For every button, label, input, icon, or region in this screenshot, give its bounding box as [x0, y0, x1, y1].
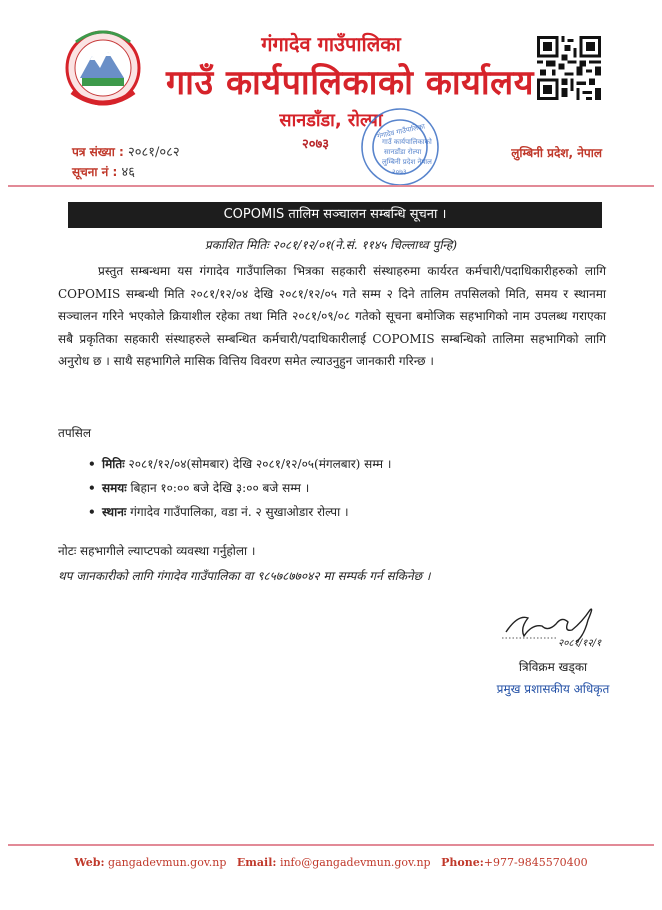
details-heading: तपसिल [58, 426, 92, 440]
stamp-line-2: गाउँ कार्यपालिकाको [382, 138, 432, 146]
published-date: प्रकाशित मितिः २०८१/१२/०१(ने.सं. ११४५ चिल्लाध्व पुन्हि) [204, 238, 458, 252]
office-location: सानडाँडा, रोल्पा [279, 110, 383, 131]
established-year: २०७३ [302, 137, 330, 152]
list-item: • मितिः २०८१/१२/०४(सोमबार) देखि २०८१/१२/०५(मंगलबार) सम्म । [88, 457, 392, 471]
laptop-note: नोटः सहभागीले ल्याप्टपको व्यवस्था गर्नुहोला । [58, 544, 256, 558]
stamp-line-3: सानडाँडा रोल्पा [384, 148, 422, 156]
detail-value: २०८१/१२/०४(सोमबार) देखि २०८१/१२/०५(मंगलबार) सम्म । [128, 457, 392, 471]
list-item: • स्थानः गंगादेव गाउँपालिका, वडा नं. २ सुखाओडार रोल्पा । [88, 505, 349, 519]
office-stamp-icon [352, 104, 448, 190]
signatory-name: त्रिविक्रम खड्का [518, 660, 588, 674]
detail-value: गंगादेव गाउँपालिका, वडा नं. २ सुखाओडार रोल्पा । [130, 505, 349, 519]
patra-label: पत्र संख्या : [72, 145, 124, 159]
province-name: लुम्बिनी प्रदेश, नेपाल [511, 146, 602, 160]
stamp-line-1: गंगादेव गाउँपालिका [376, 122, 426, 141]
header-divider [8, 185, 654, 187]
detail-key: मितिः [102, 457, 125, 471]
qr-code-icon [537, 36, 601, 100]
suchana-number [72, 162, 135, 180]
details-list [88, 452, 391, 524]
suchana-label: सूचना नं : [72, 165, 118, 179]
municipality-name: गंगादेव गाउँपालिका [261, 32, 401, 56]
list-item: • समयः बिहान १०:०० बजे देखि ३:०० बजे सम्म । [88, 481, 310, 495]
suchana-value: ४६ [121, 165, 136, 180]
detail-value: बिहान १०:०० बजे देखि ३:०० बजे सम्म । [130, 481, 310, 495]
footer-divider [8, 844, 654, 846]
stamp-line-4: लुम्बिनी प्रदेश नेपाल [382, 158, 432, 166]
notice-body-text: प्रस्तुत सम्बन्धमा यस गंगादेव गाउँपालिका भित्रका सहकारी संस्थाहरुमा कार्यरत कर्मचारी/पदाधिकारीहरुको लागि COPOMIS सम्बन्धी मिति २०८१/१२/०४ देखि २०८१/१२/०५ गते सम्म २ दिने तालिम तपसिलको मिति, समय र स्थानमा सञ्चालन गरिने भएकोले क्रियाशील रहेका तथा मिति २०८१/०९/०८ गतेको सूचना बमोजिक सहभागिको नाम उपलब्ध गराएका सबै प्रकृतिका सहकारी संस्थाहरुले सम्बन्धित कर्मचारी/पदाधिकारीलाई COPOMIS सम्बन्धिको तालिमा सहभागिको लागि अनुरोध छ । साथै सहभागिले मासिक वित्तिय विवरण समेत ल्याउनुहुन जानकारी गरिन्छ । [58, 264, 606, 369]
signature-date: २०८१/१२/१ [558, 638, 602, 649]
web-link[interactable]: gangadevmun.gov.np [108, 856, 227, 869]
email-label: Email: [236, 856, 277, 869]
patra-value: २०८१/०८२ [127, 145, 180, 160]
email-link[interactable]: info@gangadevmun.gov.np [279, 856, 431, 869]
contact-note: थप जानकारीको लागि गंगादेव गाउँपालिका वा ९८५७८७७०४२ मा सम्पर्क गर्न सकिनेछ । [58, 569, 431, 583]
patra-sankhya [72, 142, 180, 160]
stamp-year: २०७३ [392, 168, 407, 176]
notice-body [58, 260, 606, 373]
signature-icon [498, 602, 608, 652]
signatory-post: प्रमुख प्रशासकीय अधिकृत [496, 682, 610, 696]
phone-number: +977-9845570400 [483, 856, 588, 869]
detail-key: स्थानः [102, 505, 127, 519]
footer [0, 856, 662, 869]
detail-key: समयः [102, 481, 127, 495]
office-name: गाउँ कार्यपालिकाको कार्यालय [166, 63, 534, 103]
notice-title: COPOMIS तालिम सञ्चालन सम्बन्धि सूचना । [68, 202, 602, 228]
web-label: Web: [74, 856, 105, 869]
phone-label: Phone: [441, 856, 484, 869]
